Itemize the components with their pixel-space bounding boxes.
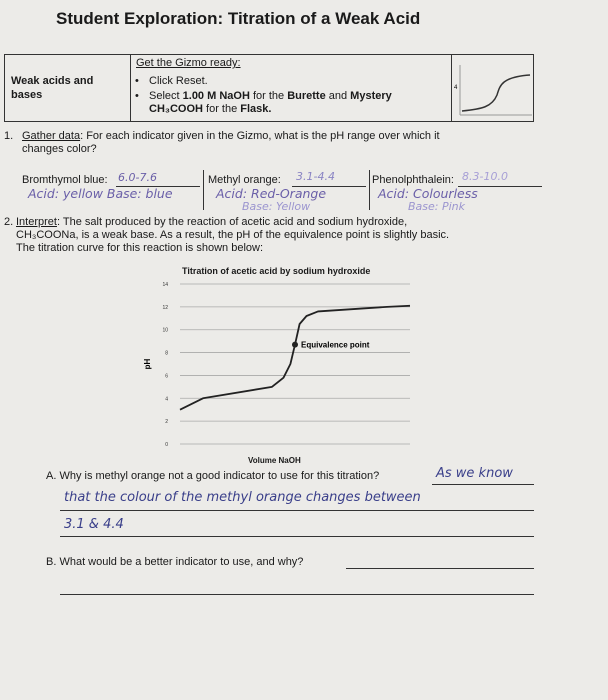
qb-underline-1 xyxy=(346,568,534,569)
page-title: Student Exploration: Titration of a Weak Acid xyxy=(56,9,421,28)
header-left-label: Weak acids and bases xyxy=(11,75,94,101)
phenolphthalein-label: Phenolphthalein: xyxy=(372,174,454,186)
q2-text: Interpret: The salt produced by the reaction of acetic acid and sodium hydroxide, CH₃COONa, is a weak base. As a result, the pH of the equivalence point is slightly basic. The titration curve for this reaction is shown below: xyxy=(16,216,450,254)
methyl-orange-acid-color: Acid: Red-Orange xyxy=(216,186,327,201)
svg-text:4: 4 xyxy=(454,85,458,91)
qb-underline-2 xyxy=(60,594,534,595)
qa-prompt: A. Why is methyl orange not a good indicator to use for this titration? xyxy=(46,470,380,482)
y-axis-label: pH xyxy=(143,358,152,370)
y-tick-label: 10 xyxy=(162,327,168,334)
mini-titration-curve xyxy=(452,55,534,121)
phenolphthalein-acid-color: Acid: Colourless xyxy=(378,186,478,201)
methyl-orange-label: Methyl orange: xyxy=(208,174,281,186)
qa-answer-line1: As we know xyxy=(436,466,513,481)
divider-2 xyxy=(369,170,370,210)
qa-answer-line2: that the colour of the methyl orange changes between xyxy=(64,490,421,505)
q1-number: 1. xyxy=(4,130,14,142)
qa-underline-3 xyxy=(60,536,534,537)
y-tick-label: 12 xyxy=(162,304,168,311)
chart-title: Titration of acetic acid by sodium hydroxide xyxy=(182,266,371,276)
bullet-select: • Select 1.00 M NaOH for the Burette and Mystery CH₃COOH for the Flask. xyxy=(149,90,449,116)
header-table xyxy=(4,54,534,122)
y-tick-label: 6 xyxy=(165,373,168,380)
q2-number: 2. xyxy=(4,216,14,228)
qa-underline-1 xyxy=(432,484,534,485)
gizmo-ready-heading: Get the Gizmo ready: xyxy=(136,57,241,69)
bromothymol-label: Bromthymol blue: xyxy=(22,174,108,186)
qb-prompt: B. What would be a better indicator to use, and why? xyxy=(46,556,304,568)
y-tick-label: 0 xyxy=(165,442,168,448)
q1-prompt: Gather data: For each indicator given in the Gizmo, what is the pH range over which it changes color? xyxy=(22,130,440,155)
phenolphthalein-base-color: Base: Pink xyxy=(408,200,466,213)
phenolphthalein-answer: 8.3-10.0 xyxy=(462,170,508,183)
bromothymol-answer: 6.0-7.6 xyxy=(118,171,157,184)
titration-curve xyxy=(180,306,410,410)
header-left-cell xyxy=(5,55,131,121)
gizmo-thumbnail xyxy=(451,55,534,121)
qa-answer-line3: 3.1 & 4.4 xyxy=(64,517,124,532)
x-axis-label: Volume NaOH xyxy=(248,456,301,465)
equivalence-point-marker xyxy=(292,342,298,348)
bromothymol-colors: Acid: yellow Base: blue xyxy=(28,186,173,201)
y-tick-label: 2 xyxy=(165,419,168,426)
divider-1 xyxy=(203,170,204,210)
methyl-orange-base-color: Base: Yellow xyxy=(242,200,311,213)
qa-underline-2 xyxy=(60,510,534,511)
y-tick-label: 8 xyxy=(165,350,168,357)
bullet-click-reset: • Click Reset. xyxy=(149,75,208,88)
y-tick-label: 4 xyxy=(165,396,168,403)
equivalence-point-label: Equivalence point xyxy=(301,340,370,350)
methyl-orange-answer: 3.1-4.4 xyxy=(296,170,335,183)
titration-chart xyxy=(140,276,420,456)
y-tick-label: 14 xyxy=(162,282,168,288)
